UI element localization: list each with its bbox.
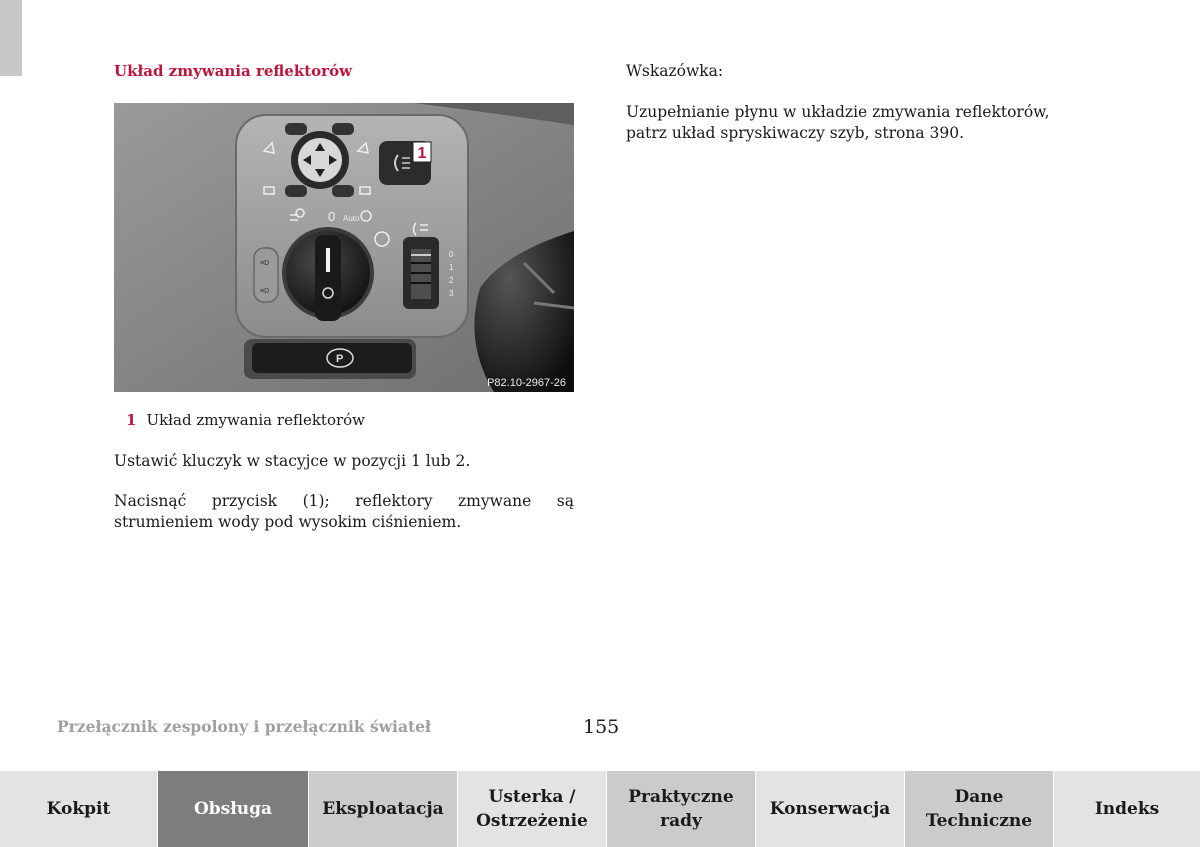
thumbwheel-mark-0: 0 bbox=[449, 250, 454, 259]
thumbwheel-mark-2: 2 bbox=[449, 276, 454, 285]
svg-text:P: P bbox=[336, 353, 344, 365]
tab-label-line2: Ostrzeżenie bbox=[476, 811, 588, 831]
thumbwheel-mark-3: 3 bbox=[449, 289, 454, 298]
headlamp-switch-figure bbox=[114, 103, 574, 392]
tab-label: Eksploatacja bbox=[322, 799, 444, 819]
tab-label-line1: Usterka / bbox=[488, 787, 576, 807]
tab-usterka-ostrzezenie[interactable] bbox=[457, 771, 606, 847]
corner-tab-marker bbox=[0, 0, 22, 76]
tab-dane-techniczne[interactable] bbox=[904, 771, 1053, 847]
instruction-paragraph-2: Nacisnąć przycisk (1); reflektory zmywane są strumieniem wody pod wysokim ciśnieniem. bbox=[114, 492, 574, 531]
dial-label-auto: Auto bbox=[343, 214, 360, 223]
dial-label-zero: 0 bbox=[328, 209, 336, 224]
section-title: Układ zmywania reflektorów bbox=[114, 62, 353, 80]
tab-label bbox=[628, 785, 733, 833]
note-text: Uzupełnianie płynu w układzie zmywania reflektorów, patrz układ spryskiwaczy szyb, strona 390. bbox=[626, 103, 1050, 142]
tab-label: Konserwacja bbox=[769, 799, 891, 819]
tab-indeks[interactable] bbox=[1053, 771, 1200, 847]
tab-label: Kokpit bbox=[46, 799, 111, 819]
tab-label-line1: Praktyczne bbox=[628, 787, 734, 807]
tab-obsluga[interactable] bbox=[157, 771, 308, 847]
tab-label: Indeks bbox=[1094, 799, 1160, 819]
tab-kokpit[interactable] bbox=[0, 771, 157, 847]
tab-label-line1: Dane bbox=[954, 787, 1004, 807]
svg-text:≡D: ≡D bbox=[260, 260, 270, 267]
tab-label: Obsługa bbox=[193, 799, 273, 819]
chapter-tab-bar bbox=[0, 771, 1200, 847]
light-switch-panel-illustration bbox=[114, 103, 574, 392]
caption-text: Układ zmywania reflektorów bbox=[146, 411, 366, 429]
callout-1-label: 1 bbox=[417, 145, 427, 162]
chapter-title-footer: Przełącznik zespolony i przełącznik świateł bbox=[57, 717, 431, 736]
svg-text:≡D: ≡D bbox=[260, 288, 270, 295]
tab-eksploatacja[interactable] bbox=[308, 771, 457, 847]
tab-label bbox=[476, 785, 588, 833]
page-number: 155 bbox=[583, 716, 620, 738]
tab-label bbox=[926, 785, 1032, 833]
tab-label-line2: Techniczne bbox=[925, 811, 1033, 831]
caption-number: 1 bbox=[126, 411, 137, 429]
tab-konserwacja[interactable] bbox=[755, 771, 904, 847]
instruction-paragraph-1: Ustawić kluczyk w stacyjce w pozycji 1 lub 2. bbox=[114, 452, 471, 470]
thumbwheel-mark-1: 1 bbox=[449, 263, 454, 272]
photo-code: P82.10-2967-26 bbox=[487, 377, 566, 389]
tab-praktyczne-rady[interactable] bbox=[606, 771, 755, 847]
figure-caption bbox=[126, 411, 365, 429]
tab-label-line2: rady bbox=[660, 811, 702, 831]
note-label: Wskazówka: bbox=[626, 62, 724, 80]
